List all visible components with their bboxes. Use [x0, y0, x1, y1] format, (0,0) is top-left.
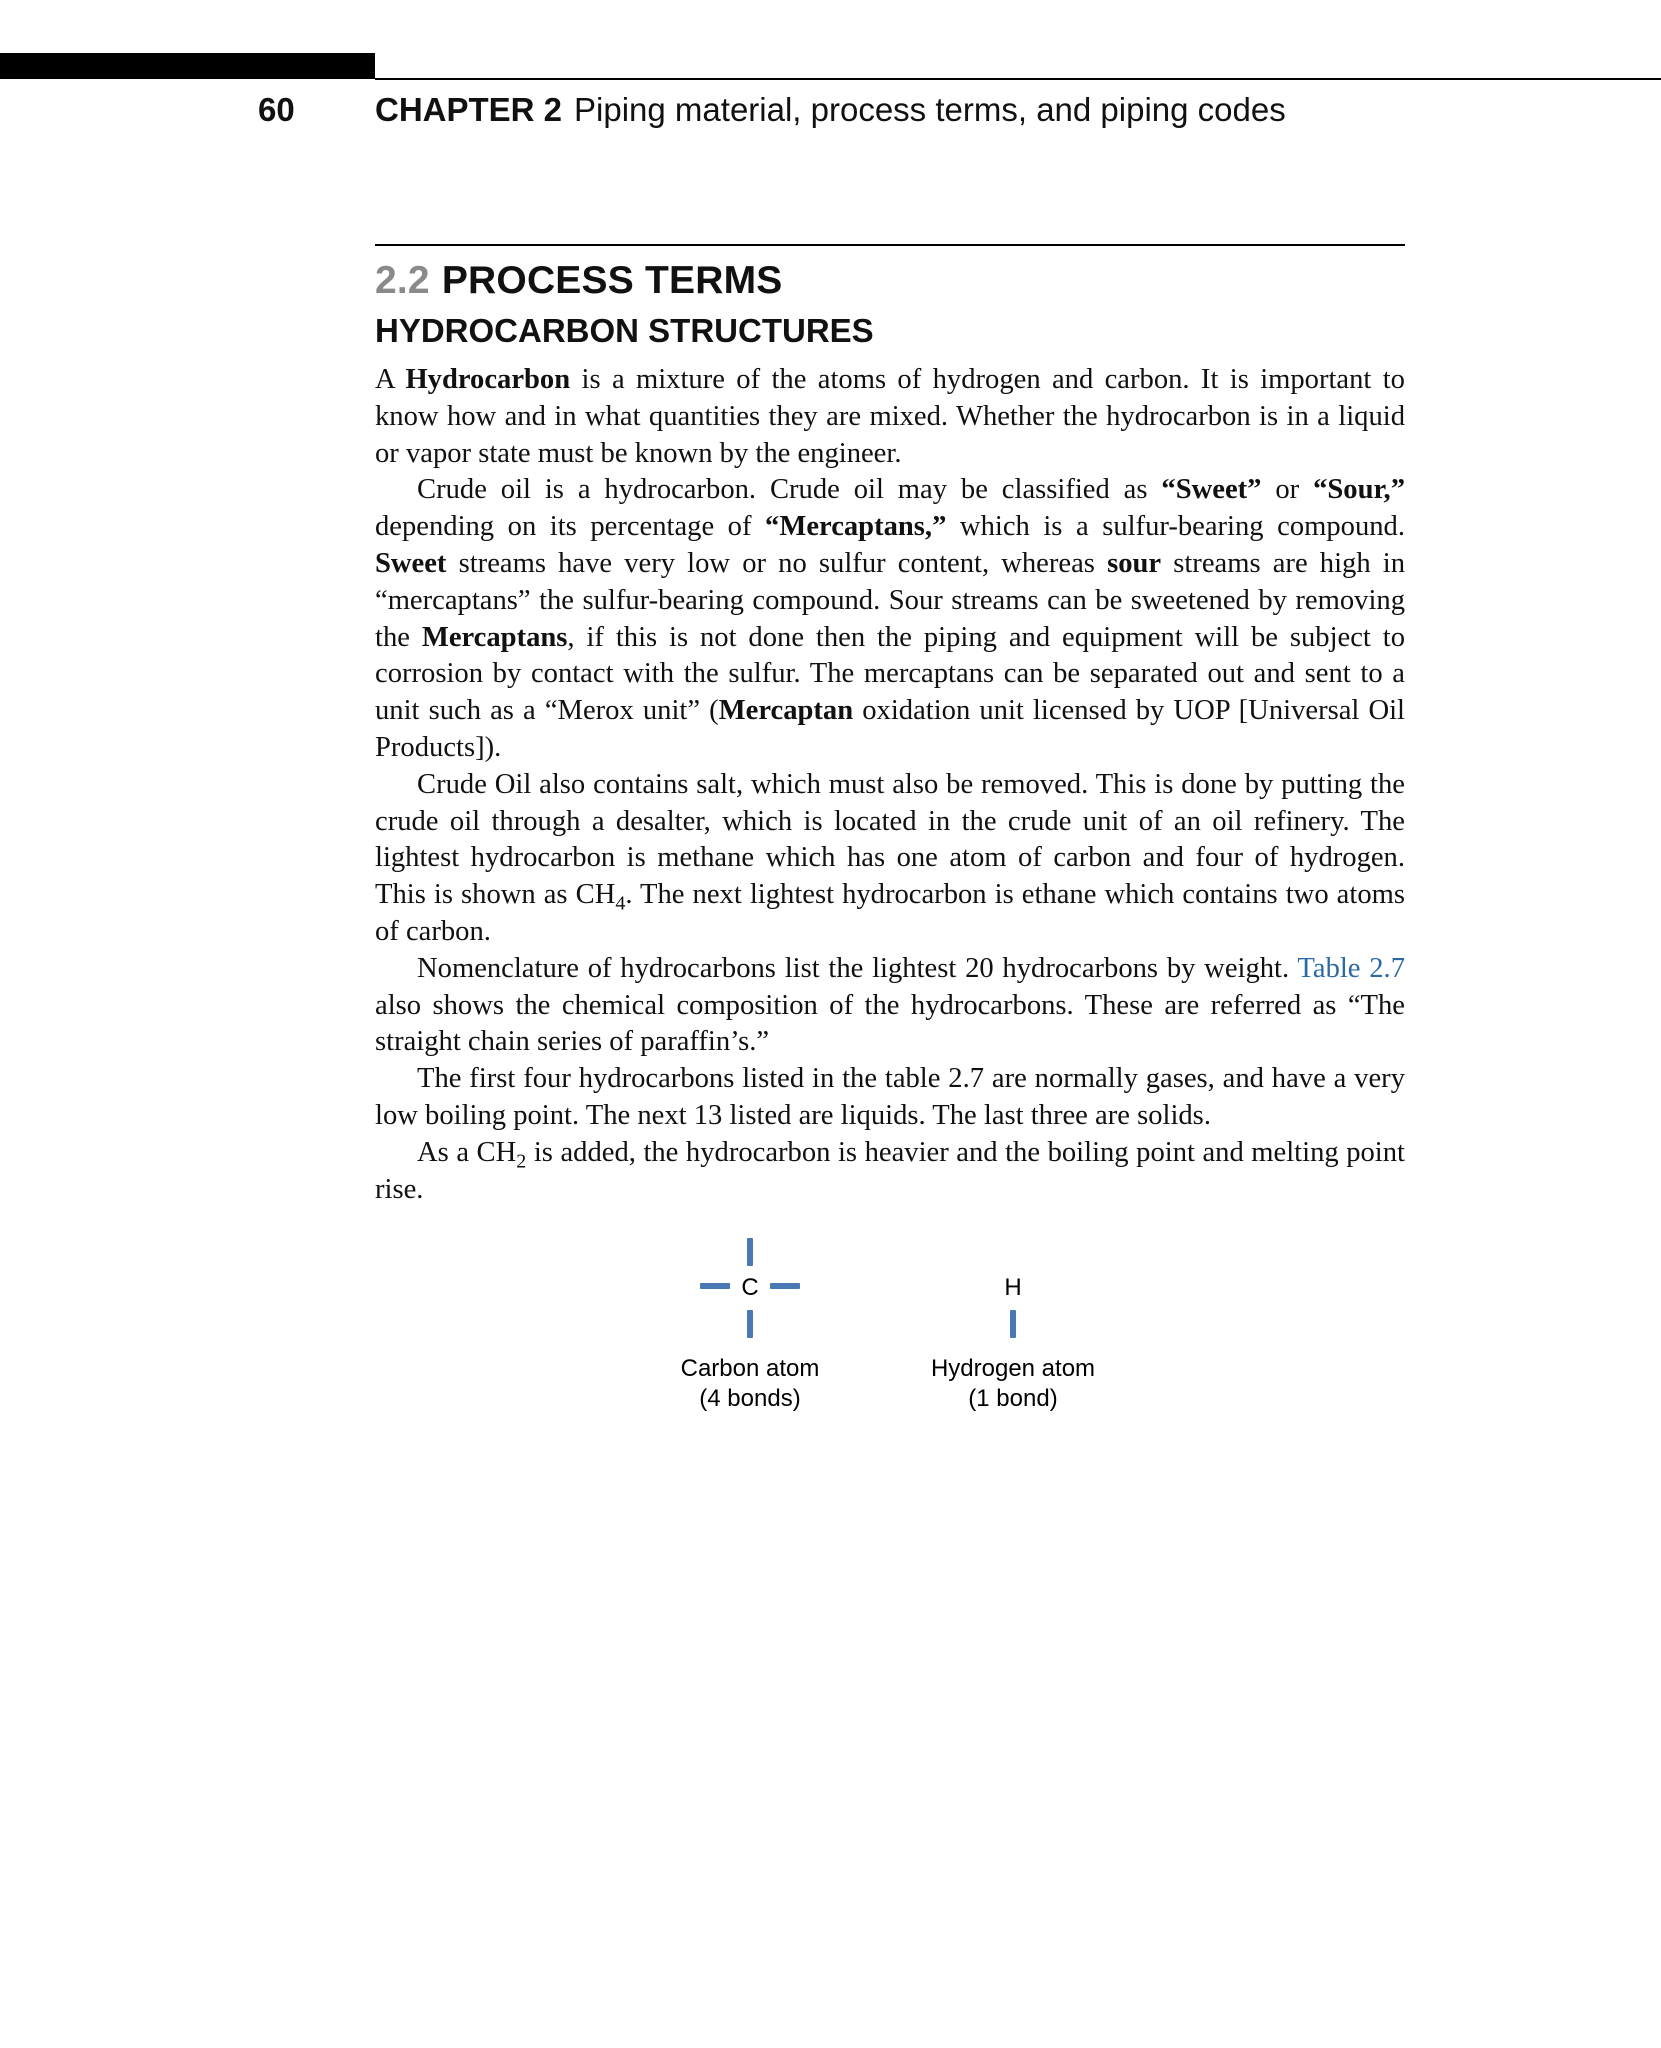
- term-sweet: “Sweet”: [1161, 474, 1262, 506]
- atom-diagram: [0, 1220, 1661, 1450]
- term-hydrocarbon: Hydrocarbon: [405, 364, 571, 395]
- subsection-heading: HYDROCARBON STRUCTURES: [375, 312, 874, 349]
- chapter-label: CHAPTER 2: [375, 91, 563, 128]
- paragraph-4: Nomenclature of hydrocarbons list the lightest 20 hydrocarbons by weight. Table 2.7 also shows the chemical composition of the hydrocarbons. These are referred as “The straight chain series of paraffin’s.”: [375, 952, 1406, 1058]
- carbon-symbol: C: [741, 1274, 759, 1301]
- section-rule: [375, 244, 1405, 246]
- term-sour: “Sour,”: [1313, 474, 1405, 506]
- header-rule: [375, 78, 1661, 80]
- atom-bond-figure: [0, 1220, 1661, 1450]
- section-title: PROCESS TERMS: [441, 259, 783, 302]
- paragraph-5: The first four hydrocarbons listed in the table 2.7 are normally gases, and have a very low boiling point. The next 13 listed are liquids. The last three are solids.: [375, 1063, 1405, 1131]
- term-mercaptans: “Mercaptans,”: [765, 511, 947, 543]
- header-black-bar: [0, 53, 375, 79]
- hydrogen-symbol: H: [1004, 1274, 1022, 1301]
- paragraph-6: As a $CH_2$ is added, the hydrocarbon is heavier and the boiling point and melting point rise.: [375, 1136, 1405, 1205]
- paragraph-3: Crude Oil also contains salt, which must also be removed. This is done by putting the crude oil through a desalter, which is located in the crude unit of an oil refinery. The lightest hydrocarbon is methane which has one atom of carbon and four of hydrogen. This is shown as $CH_4$. The next lightest hydrocarbon is ethane which contains two atoms of carbon.: [375, 768, 1405, 947]
- paragraph-1: A Hydrocarbon is a mixture of the atoms of hydrogen and carbon. It is important to know how and in what quantities they are mixed. Whether the hydrocarbon is in a liquid or vapor state must be known by the engineer.: [375, 364, 1405, 469]
- chapter-title: Piping material, process terms, and piping codes: [574, 91, 1286, 128]
- section-heading: [375, 256, 782, 306]
- page-number: 60: [258, 91, 295, 128]
- section-number: 2.2: [375, 259, 430, 302]
- carbon-bond-right: [770, 1283, 800, 1289]
- body-text: [375, 362, 1405, 1208]
- carbon-bond-bottom: [747, 1310, 753, 1338]
- hydrogen-atom-label: Hydrogen atom (1 bond): [930, 1355, 1096, 1412]
- carbon-atom-label: Carbon atom (4 bonds): [680, 1355, 820, 1412]
- paragraph-2: Crude oil is a hydrocarbon. Crude oil may be classified as “Sweet” or “Sour,” depending on its percentage of “Mercaptans,” which is a sulfur-bearing compound. Sweet streams have very low or no sulfur content, whereas sour streams are high in “mercaptans” the sulfur-bearing compound. Sour streams can be sweetened by removing the Mercaptans, if this is not done then the piping and equipment will be subject to corrosion by contact with the sulfur. The mercaptans can be separated out and sent to a unit such as a “Merox unit” (Mercaptan oxidation unit licensed by UOP [Universal Oil Products]).: [375, 474, 1406, 763]
- hydrogen-bond: [1010, 1310, 1016, 1338]
- running-head: [375, 88, 1286, 132]
- table-2-7-link[interactable]: Table 2.7: [1297, 952, 1406, 984]
- carbon-bond-left: [700, 1283, 730, 1289]
- carbon-bond-top: [747, 1238, 753, 1266]
